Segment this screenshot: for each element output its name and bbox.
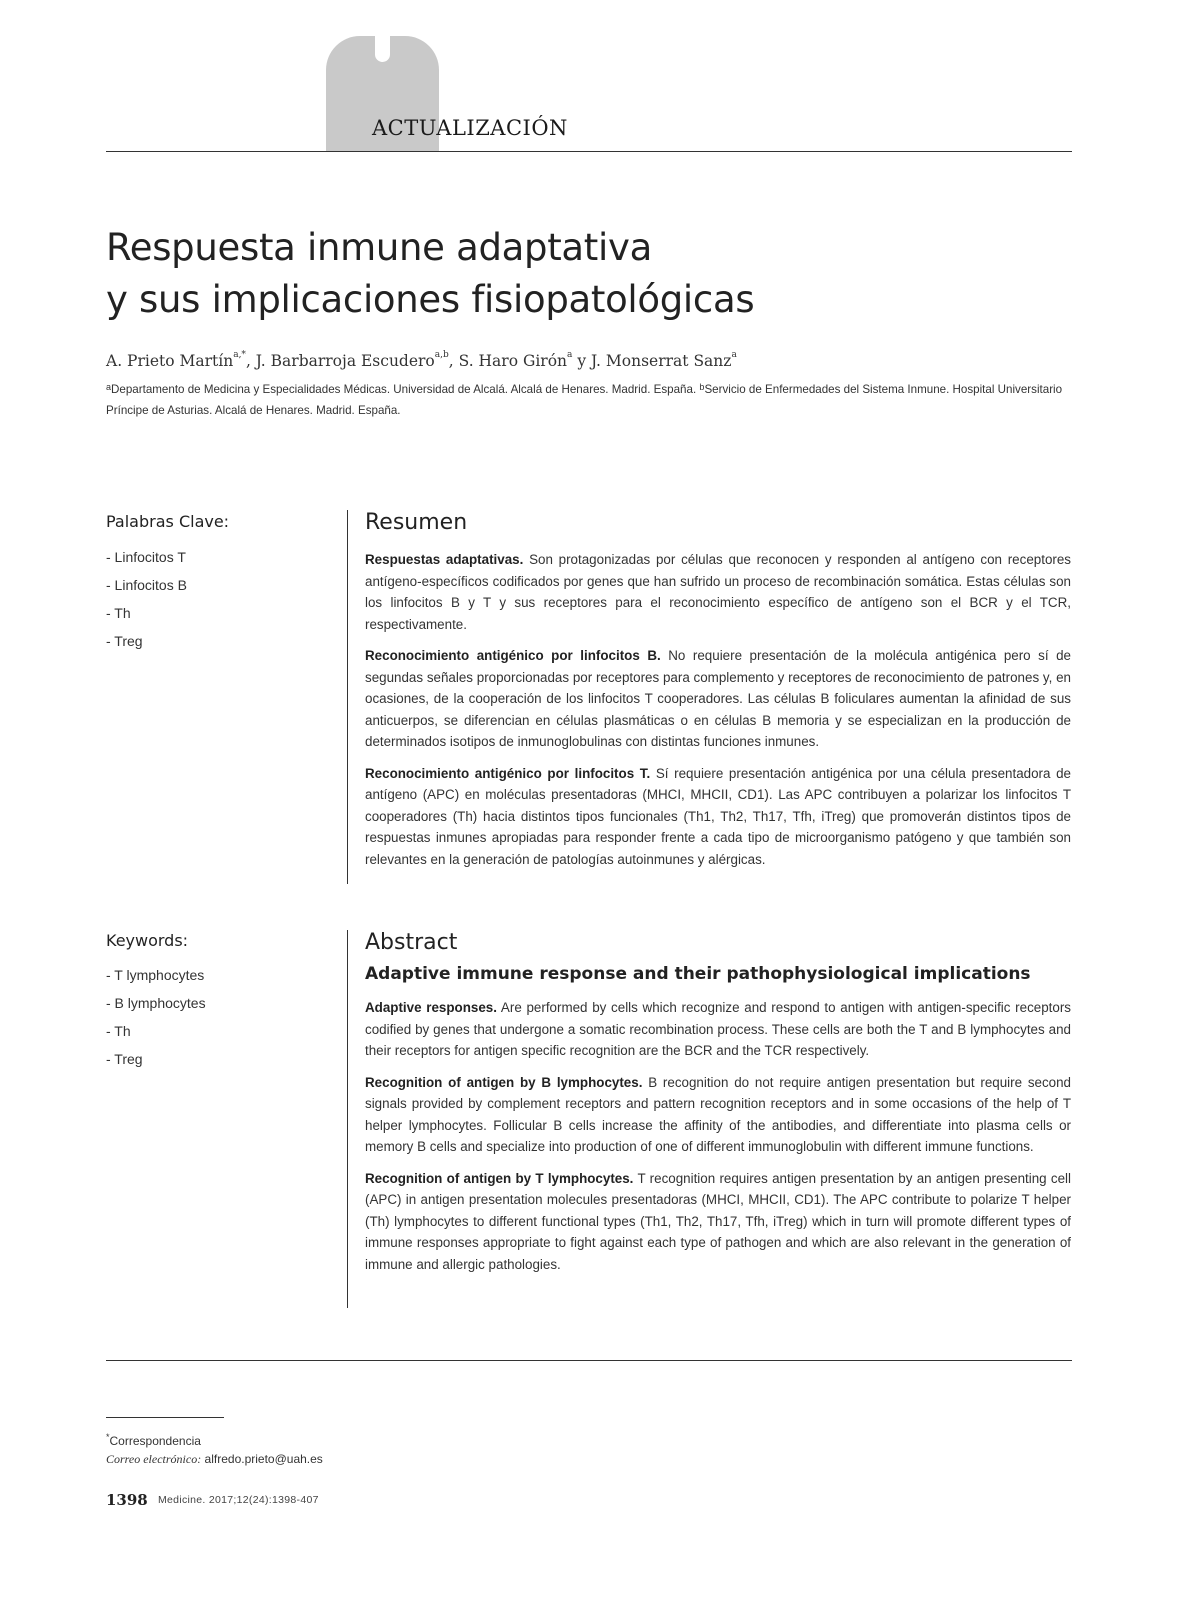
header-rule (106, 151, 1072, 152)
keyword-item: - B lymphocytes (106, 995, 206, 1011)
affiliation-b: Servicio de Enfermedades del Sistema Inmune. Hospital Universitario Príncipe de Asturias. Alcalá de Henares. Madrid. España. (106, 383, 1063, 417)
author-list: A. Prieto Martín$^{a,*}$, J. Barbarroja Escudero$^{a,b}$, S. Haro Girón$^a$ y J. Monserrat Sanz$^a$ (106, 350, 737, 370)
keyword-item: - T lymphocytes (106, 967, 205, 983)
paragraph-lead: Adaptive responses. (365, 1000, 497, 1015)
correspondence-note (106, 1434, 201, 1448)
bottom-rule (106, 1360, 1072, 1361)
resumen-heading: Resumen (365, 510, 468, 535)
paragraph-text: Are performed by cells which recognize and respond to antigen with antigen-specific receptors codified by genes that undergone a somatic recombination process. These cells are both the T and B lymphocytes and their receptors for antigen specific recognition are the BCR and the TCR respectively. (365, 1000, 1071, 1058)
paragraph-lead: Respuestas adaptativas. (365, 552, 524, 567)
affiliation-mark: b (699, 382, 705, 392)
paragraph-lead: Reconocimiento antigénico por linfocitos B. (365, 648, 661, 663)
affiliation-a: Departamento de Medicina y Especialidades Médicas. Universidad de Alcalá. Alcalá de Henares. Madrid. España. (111, 383, 697, 396)
author-name: S. Haro Girón (458, 352, 568, 370)
column-divider (347, 930, 348, 1308)
paragraph-lead: Reconocimiento antigénico por linfocitos T. (365, 765, 651, 781)
resumen-paragraph (365, 763, 1071, 871)
abstract-heading: Abstract (365, 930, 458, 955)
paragraph-text: No requiere presentación de la molécula antigénica pero sí de segundas señales proporcionadas por receptores para complemento y receptores de reconocimiento de patrones y, en ocasiones, de la cooperación de los linfocitos T cooperadores. Las células B foliculares aumentan la afinidad de sus anticuerpos, se diferencian en células plasmáticas o en células B memoria y se especializan en la producción de determinados isotipos de inmunoglobulinas con distintas funciones inmunes. (365, 648, 1071, 749)
author-name: A. Prieto Martín (106, 352, 234, 370)
abstract-subtitle: Adaptive immune response and their pathophysiological implications (365, 964, 1031, 984)
footnote-rule (106, 1417, 224, 1418)
keyword-item: - Treg (106, 633, 143, 649)
keyword-item: - Linfocitos T (106, 549, 186, 565)
title-line-2: y sus implicaciones fisiopatológicas (106, 278, 755, 321)
keyword-item: - Linfocitos B (106, 577, 187, 593)
keyword-item: - Th (106, 605, 131, 621)
page-number: 1398 (106, 1491, 148, 1509)
resumen-paragraph (365, 645, 1071, 753)
correspondence-mark: * (106, 1432, 110, 1442)
paragraph-text: B recognition do not require antigen presentation but require second signals provided by complement receptors and pattern recognition receptors and in some occasions of the help of T helper lymphocytes. Follicular B cells increase the affinity of the antibodies, and differentiate into plasma cells or memory B cells and specialize into production of one of different immunoglobulin with different immune functions. (365, 1074, 1072, 1154)
author-name: J. Monserrat Sanz (591, 352, 732, 370)
paragraph-text: Son protagonizadas por células que reconocen y responden al antígeno con receptores antígeno-específicos codificados por genes que han sufrido un proceso de recombinación somática. Estas células son los linfocitos B y T y sus receptores para el reconocimiento específico de antígeno son el BCR y el TCR, respectivamente. (365, 552, 1071, 632)
section-label: ACTUALIZACIÓN (372, 116, 568, 140)
correspondence-email (106, 1452, 323, 1467)
paragraph-text: T recognition requires antigen presentation by an antigen presenting cell (APC) in antigen presentation molecules presentadoras (MHCI, MHCII, CD1). The APC contribute to polarize T helper (Th) lymphocytes to different functional types (Th1, Th2, Th17, Tfh, iTreg) which in turn will promote different types of immune responses appropriate to fight against each type of pathogen and which are also relevant in the generation of immune and allergic pathologies. (365, 1170, 1072, 1272)
author-name: J. Barbarroja Escudero (255, 352, 435, 370)
palabras-clave-list (106, 549, 187, 661)
correspondence-label: Correspondencia (109, 1434, 201, 1448)
abstract-body (365, 997, 1071, 1285)
paragraph-text: Sí requiere presentación antigénica por una célula presentadora de antígeno (APC) en moléculas presentadoras (MHCI, MHCII, CD1). Las APC contribuyen a polarizar los linfocitos T cooperadores (Th) hacia distintos tipos funcionales (Th1, Th2, Th17, Tfh, iTreg) que promoverán distintos tipos de respuestas inmunes apropiadas para responder frente a cada tipo de microorganismo patógeno y que también son relevantes en la generación de patologías autoinmunes y alérgicas. (365, 765, 1071, 867)
affiliations (106, 379, 1066, 421)
keywords-list (106, 967, 206, 1079)
resumen-paragraph (365, 549, 1071, 635)
article-title (106, 222, 754, 326)
column-divider (347, 510, 348, 884)
author-affiliation-mark: a,* (233, 350, 246, 360)
author-affiliation-mark: a (731, 350, 737, 360)
abstract-paragraph (365, 1072, 1071, 1158)
resumen-body (365, 549, 1071, 880)
author-affiliation-mark: a (567, 350, 573, 360)
keyword-item: - Th (106, 1023, 131, 1039)
title-line-1: Respuesta inmune adaptativa (106, 226, 652, 269)
author-affiliation-mark: a,b (434, 350, 449, 360)
palabras-clave-heading: Palabras Clave: (106, 512, 230, 531)
paragraph-lead: Recognition of antigen by T lymphocytes. (365, 1170, 634, 1186)
keyword-item: - Treg (106, 1051, 143, 1067)
journal-citation: Medicine. 2017;12(24):1398-407 (158, 1494, 319, 1506)
keywords-heading: Keywords: (106, 931, 189, 950)
abstract-paragraph (365, 997, 1071, 1062)
paragraph-lead: Recognition of antigen by B lymphocytes. (365, 1074, 643, 1090)
affiliation-mark: a (106, 382, 112, 392)
abstract-paragraph (365, 1168, 1071, 1276)
email-address[interactable]: alfredo.prieto@uah.es (204, 1452, 323, 1466)
email-label: Correo electrónico: (106, 1452, 202, 1466)
